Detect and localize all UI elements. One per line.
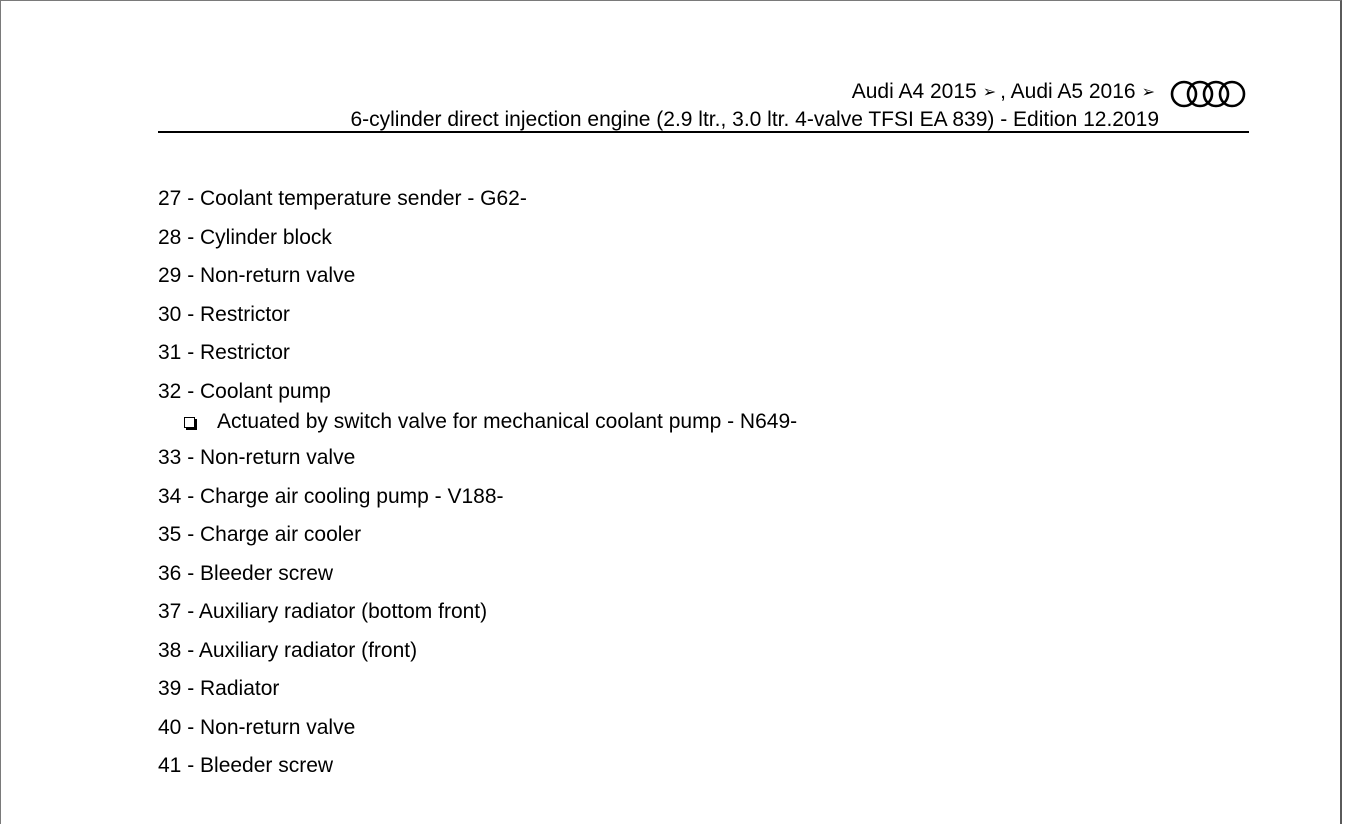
list-item: 29 - Non-return valve <box>158 264 356 287</box>
document-subtitle: 6-cylinder direct injection engine (2.9 ltr., 3.0 ltr. 4-valve TFSI EA 839) - Edition 12.2019 <box>350 108 1159 131</box>
checkbox-bullet-icon <box>184 417 195 428</box>
header-models <box>852 79 1159 106</box>
list-item: 36 - Bleeder screw <box>158 561 334 585</box>
list-item: 40 - Non-return valve <box>158 715 356 739</box>
list-item: 38 - Auxiliary radiator (front) <box>158 638 418 662</box>
sub-list-item <box>184 408 797 436</box>
list-item: 35 - Charge air cooler <box>158 523 362 546</box>
sub-item-text: Actuated by switch valve for mechanical coolant pump - N649- <box>217 410 798 433</box>
list-item: 32 - Coolant pump <box>158 379 331 403</box>
list-item: 39 - Radiator <box>158 677 280 700</box>
arrow-right-icon: ➢ <box>1141 84 1155 101</box>
model-separator: , <box>1000 80 1006 103</box>
header-divider <box>158 131 1249 133</box>
audi-rings-icon <box>1170 78 1250 110</box>
list-item: 31 - Restrictor <box>158 341 290 364</box>
list-item: 27 - Coolant temperature sender - G62- <box>158 187 527 210</box>
model-a4: Audi A4 2015 <box>851 80 977 103</box>
model-a5: Audi A5 2016 <box>1010 80 1136 103</box>
list-item: 28 - Cylinder block <box>158 225 332 249</box>
list-item: 37 - Auxiliary radiator (bottom front) <box>158 600 488 623</box>
arrow-right-icon: ➢ <box>982 84 997 101</box>
list-item: 30 - Restrictor <box>158 302 290 326</box>
list-item: 33 - Non-return valve <box>158 446 356 469</box>
list-item: 41 - Bleeder screw <box>158 754 334 777</box>
list-item: 34 - Charge air cooling pump - V188- <box>158 484 504 508</box>
component-list <box>158 185 797 791</box>
